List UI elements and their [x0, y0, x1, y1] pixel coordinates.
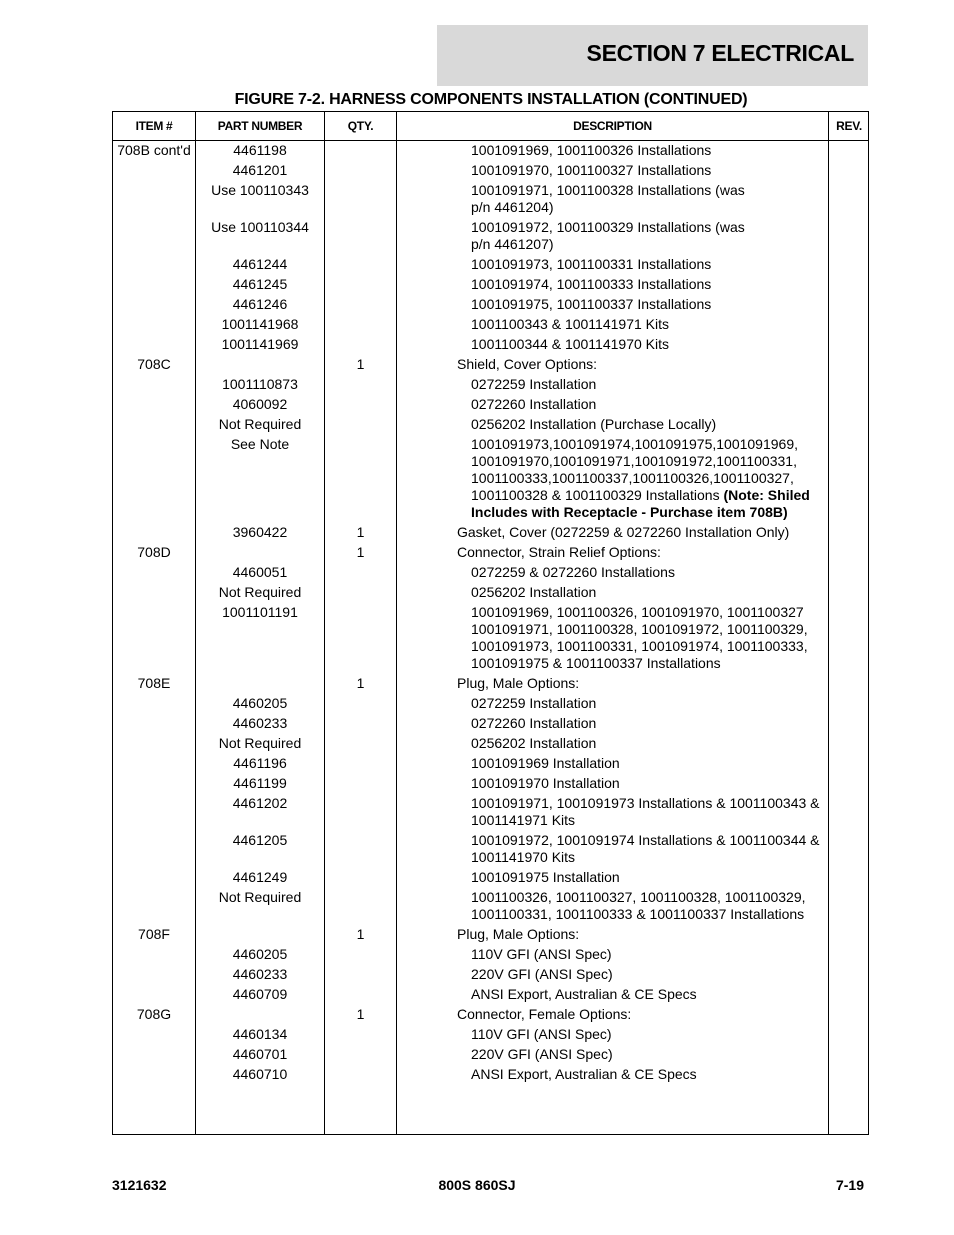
description-text: 1001091971, 1001091973 Installations & 1001100343 & 1001141971 Kits: [471, 795, 820, 828]
description-text: 0272259 Installation: [471, 376, 597, 392]
section-banner: [437, 25, 868, 86]
part-number-cell: 4461201: [232, 162, 288, 178]
qty-cell: 1: [356, 524, 365, 540]
description-text: 220V GFI (ANSI Spec): [471, 966, 613, 982]
part-number-cell: 4461196: [233, 755, 287, 771]
description-cell: [457, 524, 827, 541]
description-cell: [471, 182, 841, 216]
part-number-cell: 4461246: [232, 296, 288, 312]
description-cell: [471, 564, 841, 581]
description-cell: [471, 775, 841, 792]
part-number-cell: 4460205: [232, 695, 288, 711]
description-cell: [471, 966, 841, 983]
part-number-cell: Use 100110344: [211, 219, 309, 235]
description-text: 0256202 Installation: [471, 735, 597, 751]
description-cell: [471, 986, 841, 1003]
description-text: 1001091975, 1001100337 Installations: [471, 296, 712, 312]
part-number-cell: Use 100110343: [211, 182, 309, 198]
description-cell: [471, 219, 841, 253]
description-text: 0272260 Installation: [471, 715, 597, 731]
description-text: 1001091971, 1001100328 Installations (was p/n 4461204): [471, 182, 745, 215]
description-text: 1001091969, 1001100326 Installations: [471, 142, 712, 158]
description-text: 110V GFI (ANSI Spec): [471, 1026, 612, 1042]
item-cell: 708D: [137, 544, 171, 560]
description-cell: [471, 946, 841, 963]
description-text: 1001091975 Installation: [471, 869, 620, 885]
part-number-cell: 1001110873: [222, 376, 298, 392]
description-text: 1001091973,1001091974,1001091975,1001091969, 1001091970,1001091971,1001091972,1001100331, 1001100333,1001100337,1001100326,1001100327, 1001100328 & 1001100329 Installations: [471, 436, 799, 503]
description-cell: [457, 1006, 827, 1023]
description-cell: [471, 869, 841, 886]
description-cell: [471, 296, 841, 313]
description-cell: [471, 755, 841, 772]
description-cell: [471, 584, 841, 601]
column-divider: [396, 112, 397, 1134]
description-text: 1001100326, 1001100327, 1001100328, 1001100329, 1001100331, 1001100333 & 1001100337 Installations: [471, 889, 806, 922]
description-cell: [471, 1066, 841, 1083]
description-text: Plug, Male Options:: [457, 926, 580, 942]
description-cell: [471, 735, 841, 752]
description-text: 220V GFI (ANSI Spec): [471, 1046, 613, 1062]
column-header-rev: REV.: [836, 119, 862, 133]
part-number-cell: Not Required: [218, 584, 302, 600]
description-text: 0272259 Installation: [471, 695, 597, 711]
description-text: 0256202 Installation: [471, 584, 597, 600]
part-number-cell: Not Required: [218, 889, 302, 905]
item-cell: 708F: [138, 926, 170, 942]
description-text: 1001091972, 1001091974 Installations & 1001100344 & 1001141970 Kits: [471, 832, 820, 865]
description-cell: [471, 142, 841, 159]
part-number-cell: See Note: [230, 436, 290, 452]
description-cell: [471, 889, 841, 923]
description-cell: [471, 695, 841, 712]
part-number-cell: 4461202: [232, 795, 288, 811]
description-text: 0272259 & 0272260 Installations: [471, 564, 675, 580]
column-header-item: ITEM #: [135, 119, 173, 133]
part-number-cell: 4460709: [232, 986, 288, 1002]
part-number-cell: 4461198: [233, 142, 287, 158]
part-number-cell: 4460134: [232, 1026, 288, 1042]
description-cell: [457, 544, 827, 561]
part-number-cell: 4460710: [232, 1066, 288, 1082]
description-cell: [471, 1046, 841, 1063]
parts-table: [112, 111, 869, 1135]
description-cell: [471, 276, 841, 293]
part-number-cell: 3960422: [232, 524, 288, 540]
description-cell: [471, 436, 841, 521]
description-cell: [471, 316, 841, 333]
description-text: ANSI Export, Australian & CE Specs: [471, 1066, 697, 1082]
description-text: 0256202 Installation (Purchase Locally): [471, 416, 717, 432]
description-cell: [471, 376, 841, 393]
description-text: ANSI Export, Australian & CE Specs: [471, 986, 697, 1002]
description-cell: [471, 416, 841, 433]
part-number-cell: 4060092: [232, 396, 288, 412]
description-cell: [457, 356, 827, 373]
part-number-cell: 4460205: [232, 946, 288, 962]
item-cell: 708B cont'd: [117, 142, 191, 158]
part-number-cell: 4460233: [232, 966, 288, 982]
part-number-cell: 4460051: [232, 564, 288, 580]
description-text: 1001091974, 1001100333 Installations: [471, 276, 712, 292]
description-cell: [471, 795, 841, 829]
description-text: 1001091969, 1001100326, 1001091970, 1001100327 1001091971, 1001100328, 1001091972, 1001100329, 1001091973, 1001100331, 1001091974, 1001100333, 1001091975 & 1001100337 Installations: [471, 604, 808, 671]
part-number-cell: Not Required: [218, 735, 302, 751]
description-cell: [471, 832, 841, 866]
part-number-cell: Not Required: [218, 416, 302, 432]
description-cell: [471, 336, 841, 353]
description-text: 0272260 Installation: [471, 396, 597, 412]
column-header-part-number: PART NUMBER: [217, 119, 303, 133]
qty-cell: 1: [356, 1006, 365, 1022]
description-text: Plug, Male Options:: [457, 675, 580, 691]
description-text: 1001091973, 1001100331 Installations: [471, 256, 712, 272]
column-header-description: DESCRIPTION: [573, 119, 652, 133]
part-number-cell: 4461244: [232, 256, 288, 272]
description-text: 1001100343 & 1001141971 Kits: [471, 316, 669, 332]
description-text: 110V GFI (ANSI Spec): [471, 946, 612, 962]
description-text: Connector, Female Options:: [457, 1006, 632, 1022]
description-text: Shield, Cover Options:: [457, 356, 598, 372]
table-header-row: [113, 112, 868, 141]
part-number-cell: 4460701: [232, 1046, 288, 1062]
description-text: 1001091969 Installation: [471, 755, 620, 771]
item-cell: 708E: [137, 675, 171, 691]
item-cell: 708C: [137, 356, 171, 372]
qty-cell: 1: [356, 356, 365, 372]
description-cell: [471, 256, 841, 273]
description-text: Gasket, Cover (0272259 & 0272260 Installation Only): [457, 524, 790, 540]
column-header-qty: QTY.: [347, 119, 374, 133]
description-text: 1001091972, 1001100329 Installations (was p/n 4461207): [471, 219, 745, 252]
figure-title: FIGURE 7-2. HARNESS COMPONENTS INSTALLATION (CONTINUED): [234, 91, 748, 108]
description-text: 1001091970, 1001100327 Installations: [471, 162, 712, 178]
qty-cell: 1: [356, 926, 365, 942]
description-cell: [471, 604, 841, 672]
part-number-cell: 4461249: [232, 869, 288, 885]
part-number-cell: 1001101191: [222, 604, 298, 620]
part-number-cell: 4460233: [232, 715, 288, 731]
item-cell: 708G: [136, 1006, 172, 1022]
column-divider: [324, 112, 325, 1134]
qty-cell: 1: [356, 544, 365, 560]
part-number-cell: 1001141969: [221, 336, 299, 352]
description-cell: [457, 926, 827, 943]
description-cell: [471, 1026, 841, 1043]
description-text: 1001091970 Installation: [471, 775, 620, 791]
description-cell: [471, 715, 841, 732]
part-number-cell: 4461205: [232, 832, 288, 848]
part-number-cell: 4461199: [233, 775, 287, 791]
description-note: (Note: Shiled Includes with Receptacle - Purchase item 708B): [471, 487, 810, 520]
footer-page-number: 7-19: [835, 1177, 864, 1193]
part-number-cell: 4461245: [232, 276, 288, 292]
description-cell: [471, 396, 841, 413]
description-cell: [457, 675, 827, 692]
part-number-cell: 1001141968: [221, 316, 299, 332]
description-text: Connector, Strain Relief Options:: [457, 544, 661, 560]
section-title: SECTION 7 ELECTRICAL: [586, 40, 854, 66]
description-cell: [471, 162, 841, 179]
footer-doc-number: 3121632: [112, 1177, 167, 1193]
qty-cell: 1: [356, 675, 365, 691]
description-text: 1001100344 & 1001141970 Kits: [471, 336, 669, 352]
footer-model: 800S 860SJ: [438, 1177, 516, 1193]
